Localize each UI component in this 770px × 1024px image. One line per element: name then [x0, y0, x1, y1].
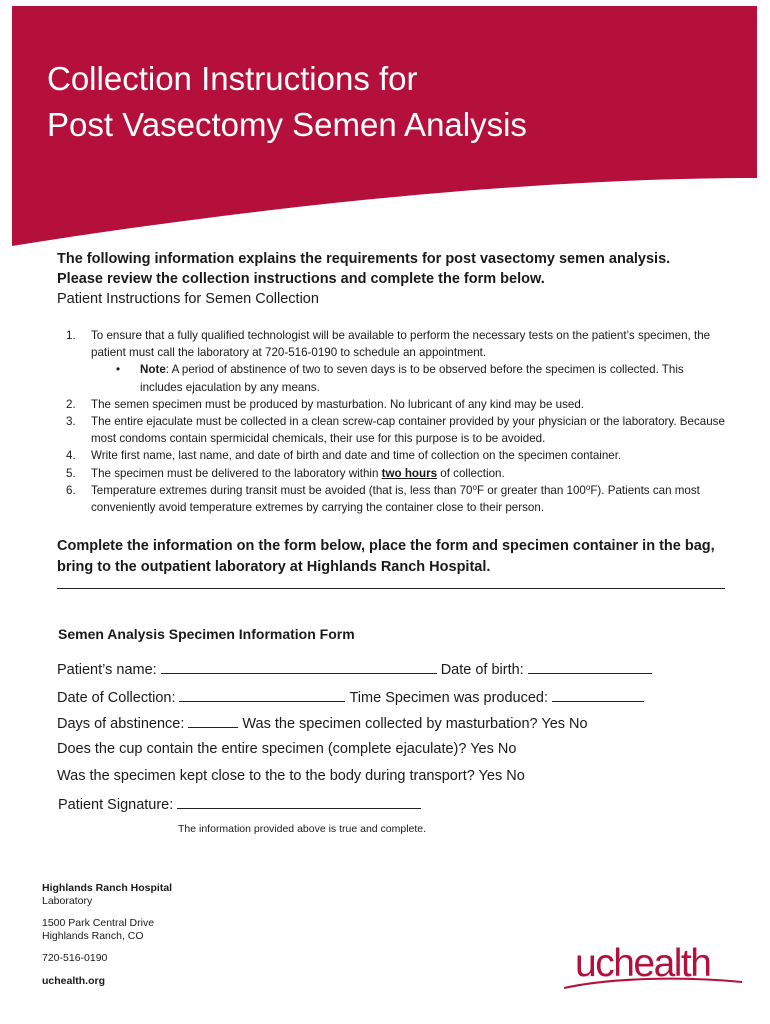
masturbation-question: Was the specimen collected by masturbation? Yes No	[242, 716, 588, 732]
signature-row	[58, 795, 425, 813]
signature-label: Patient Signature:	[58, 797, 174, 813]
page-title	[47, 56, 527, 148]
signature-field[interactable]	[177, 795, 421, 809]
step-number: 3.	[66, 415, 76, 429]
abstinence-label: Days of abstinence:	[57, 716, 185, 732]
dept-name: Laboratory	[42, 894, 93, 907]
title-line-2: Post Vasectomy Semen Analysis	[47, 106, 527, 143]
step-number: 2.	[66, 397, 76, 411]
list-item	[66, 465, 728, 482]
attestation-text: The information provided above is true and complete.	[178, 823, 427, 835]
step-number: 4.	[66, 449, 76, 463]
logo-wordmark: uchealth	[575, 942, 711, 985]
list-item	[66, 413, 728, 447]
step-text-after: of collection.	[437, 466, 505, 480]
collection-row	[57, 688, 648, 706]
step-text-b: F or greater than 100	[476, 483, 586, 497]
instruction-list	[66, 327, 728, 516]
step-text: The entire ejaculate must be collected in a clean screw-cap container provided by your physician or the laboratory. Because most condoms contain spermicidal chemicals, their use for this purpose is to be avoided.	[91, 415, 725, 446]
transport-question: Was the specimen kept close to the to the body during transport? Yes No	[57, 768, 525, 784]
title-line-1: Collection Instructions for	[47, 60, 418, 97]
step-text-before: The specimen must be delivered to the laboratory within	[91, 466, 382, 480]
org-name: Highlands Ranch Hospital	[42, 882, 173, 894]
bullet-icon: •	[116, 363, 121, 377]
address-block	[42, 882, 172, 987]
step-number: 6.	[66, 483, 76, 497]
city-address: Highlands Ranch, CO	[42, 929, 144, 942]
transport-row	[57, 768, 525, 784]
form-title: Semen Analysis Specimen Information Form	[58, 626, 355, 642]
step-text: Write first name, last name, and date of birth and date and time of collection on the specimen container.	[91, 449, 622, 463]
cup-question: Does the cup contain the entire specimen (complete ejaculate)? Yes No	[57, 741, 517, 757]
note-text: : A period of abstinence of two to seven days is to be observed before the specimen is collected. This includes ejaculation by any means.	[140, 363, 684, 394]
dob-field[interactable]	[528, 660, 652, 674]
divider	[57, 588, 725, 589]
patient-name-row	[57, 660, 656, 678]
note-label: Note	[140, 363, 166, 377]
list-item	[66, 447, 728, 464]
step-emphasis: two hours	[381, 466, 438, 480]
patient-name-field[interactable]	[161, 660, 437, 674]
street-address: 1500 Park Central Drive	[42, 917, 155, 929]
uchealth-logo	[560, 942, 745, 992]
collection-date-label: Date of Collection:	[57, 690, 176, 706]
complete-instructions: Complete the information on the form below, place the form and specimen container in the bag, bring to the outpatient laboratory at Highlands Ranch Hospital.	[57, 538, 715, 575]
intro-line-2: Please review the collection instructions and complete the form below.	[57, 271, 545, 287]
step-text-c: F). Patients can most conveniently avoid temperature extremes by carrying the container close to their person.	[91, 483, 700, 515]
step-number: 1.	[66, 329, 76, 342]
step-number: 5.	[66, 466, 76, 480]
time-label: Time Specimen was produced:	[349, 690, 549, 706]
step-text: The semen specimen must be produced by masturbation. No lubricant of any kind may be used.	[91, 397, 584, 411]
degree-mark: o	[472, 482, 477, 492]
logo-swoosh-icon	[560, 942, 745, 992]
degree-mark: o	[585, 482, 591, 492]
list-item	[66, 482, 728, 516]
note-item	[66, 361, 728, 395]
step-text-a: Temperature extremes during transit must be avoided (that is, less than 70	[91, 483, 473, 497]
cup-row	[57, 741, 516, 757]
dob-label: Date of birth:	[440, 662, 524, 678]
list-item	[66, 327, 728, 361]
time-field[interactable]	[552, 688, 644, 702]
patient-name-label: Patient’s name:	[57, 662, 157, 678]
list-item	[66, 396, 728, 413]
website: uchealth.org	[42, 974, 106, 987]
phone-number: 720-516-0190	[42, 952, 108, 964]
step-text: To ensure that a fully qualified technologist will be available to perform the necessary tests on the patient’s specimen, the patient must call the laboratory at 720-516-0190 to schedule an appointment.	[91, 329, 711, 360]
intro-section	[57, 249, 737, 310]
abstinence-row	[57, 714, 588, 732]
collection-date-field[interactable]	[179, 688, 345, 702]
abstinence-field[interactable]	[188, 714, 238, 728]
instructions-subheading: Patient Instructions for Semen Collection	[57, 291, 319, 307]
intro-line-1: The following information explains the requirements for post vasectomy semen analysis.	[57, 251, 671, 267]
